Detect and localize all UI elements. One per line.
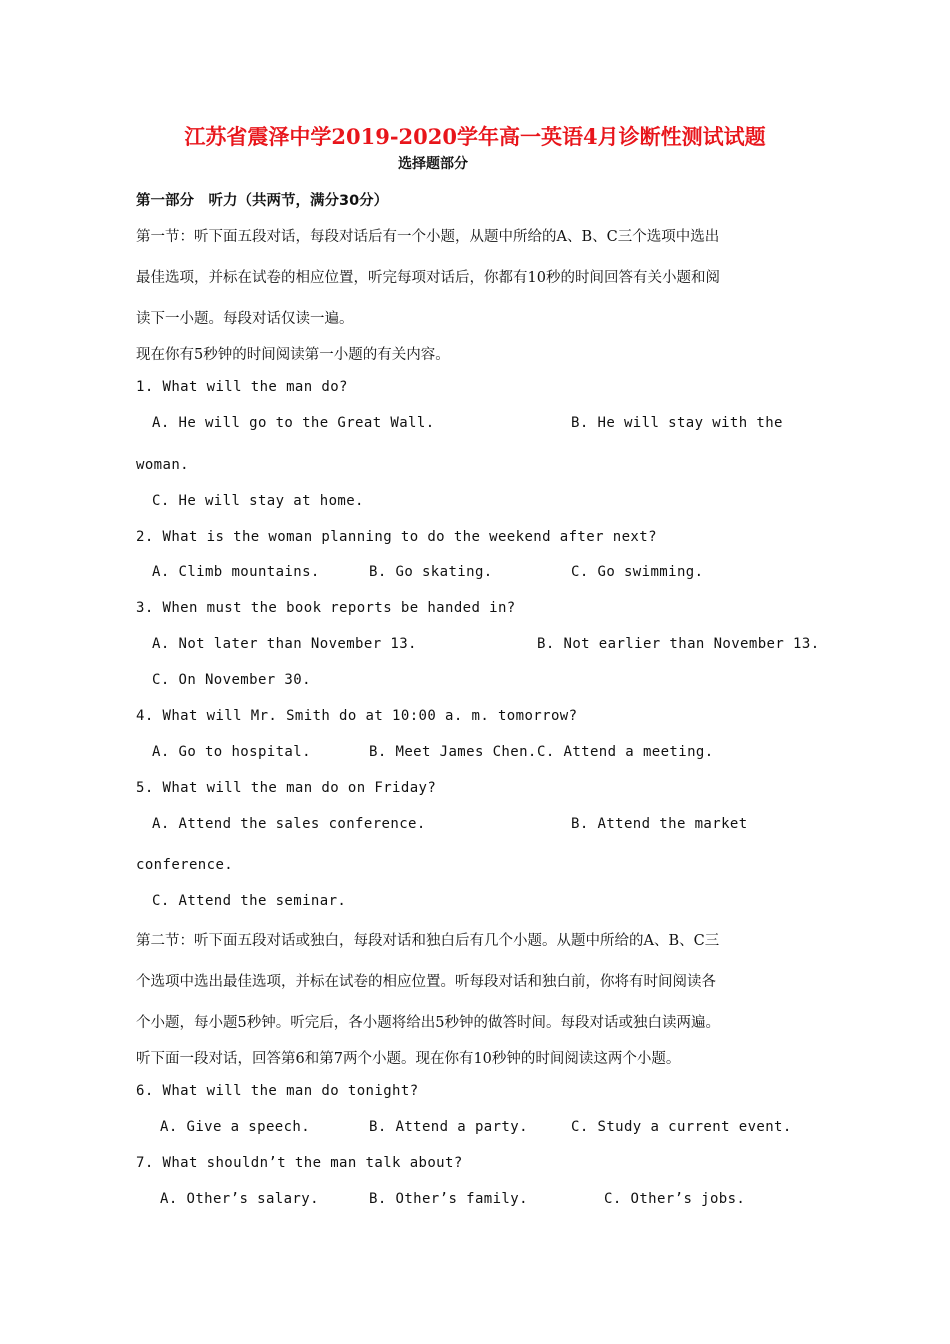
option-a: A. Give a speech. <box>160 1119 311 1135</box>
option-b: B. Meet James Chen. <box>369 744 537 760</box>
option-a: A. Climb mountains. <box>152 564 320 580</box>
option-b: B. Attend a party. <box>369 1119 528 1135</box>
question-stem: 7. What shouldn’t the man talk about? <box>136 1155 463 1171</box>
option-b: B. Go skating. <box>369 564 493 580</box>
option-b: B. He will stay with the <box>571 415 783 431</box>
option-b: B. Not earlier than November 13. <box>537 636 820 652</box>
option-a: A. Other’s salary. <box>160 1191 319 1207</box>
document-title: 江苏省震泽中学2019-2020学年高一英语4月诊断性测试试题 <box>184 124 766 149</box>
option-b: B. Attend the market <box>571 816 748 832</box>
option-c: C. Attend a meeting. <box>537 744 714 760</box>
section2-instruction-line: 听下面一段对话，回答第6和第7两个小题。现在你有10秒钟的时间阅读这两个小题。 <box>136 1051 681 1067</box>
option-b-continued: woman. <box>136 457 189 473</box>
option-a: A. Not later than November 13. <box>152 636 417 652</box>
section1-instruction-line: 最佳选项，并标在试卷的相应位置，听完每项对话后，你都有10秒的时间回答有关小题和阅 <box>136 270 720 286</box>
question-stem: 2. What is the woman planning to do the weekend after next? <box>136 529 657 545</box>
option-c: C. Attend the seminar. <box>152 893 347 909</box>
section2-instruction-line: 个选项中选出最佳选项，并标在试卷的相应位置。听每段对话和独白前，你将有时间阅读各 <box>136 974 716 990</box>
option-c: C. On November 30. <box>152 672 311 688</box>
section1-instruction-line: 现在你有5秒钟的时间阅读第一小题的有关内容。 <box>136 347 450 363</box>
document-subtitle: 选择题部分 <box>398 156 468 172</box>
part1-heading: 第一部分 听力（共两节，满分30分） <box>136 193 389 209</box>
section1-instruction-line: 读下一小题。每段对话仅读一遍。 <box>136 311 354 327</box>
option-c: C. Other’s jobs. <box>604 1191 746 1207</box>
option-a: A. Attend the sales conference. <box>152 816 426 832</box>
question-stem: 5. What will the man do on Friday? <box>136 780 437 796</box>
option-a: A. Go to hospital. <box>152 744 311 760</box>
option-c: C. He will stay at home. <box>152 493 364 509</box>
option-b: B. Other’s family. <box>369 1191 528 1207</box>
question-stem: 4. What will Mr. Smith do at 10:00 a. m. tomorrow? <box>136 708 578 724</box>
option-b-continued: conference. <box>136 857 234 873</box>
section2-instruction-line: 个小题，每小题5秒钟。听完后，各小题将给出5秒钟的做答时间。每段对话或独白读两遍。 <box>136 1015 720 1031</box>
question-stem: 1. What will the man do? <box>136 379 348 395</box>
option-c: C. Go swimming. <box>571 564 704 580</box>
question-stem: 6. What will the man do tonight? <box>136 1083 419 1099</box>
section2-instruction-line: 第二节：听下面五段对话或独白，每段对话和独白后有几个小题。从题中所给的A、B、C三 <box>136 933 720 949</box>
section1-instruction-line: 第一节：听下面五段对话，每段对话后有一个小题，从题中所给的A、B、C三个选项中选出 <box>136 229 720 245</box>
question-stem: 3. When must the book reports be handed in? <box>136 600 516 616</box>
option-a: A. He will go to the Great Wall. <box>152 415 435 431</box>
option-c: C. Study a current event. <box>571 1119 792 1135</box>
